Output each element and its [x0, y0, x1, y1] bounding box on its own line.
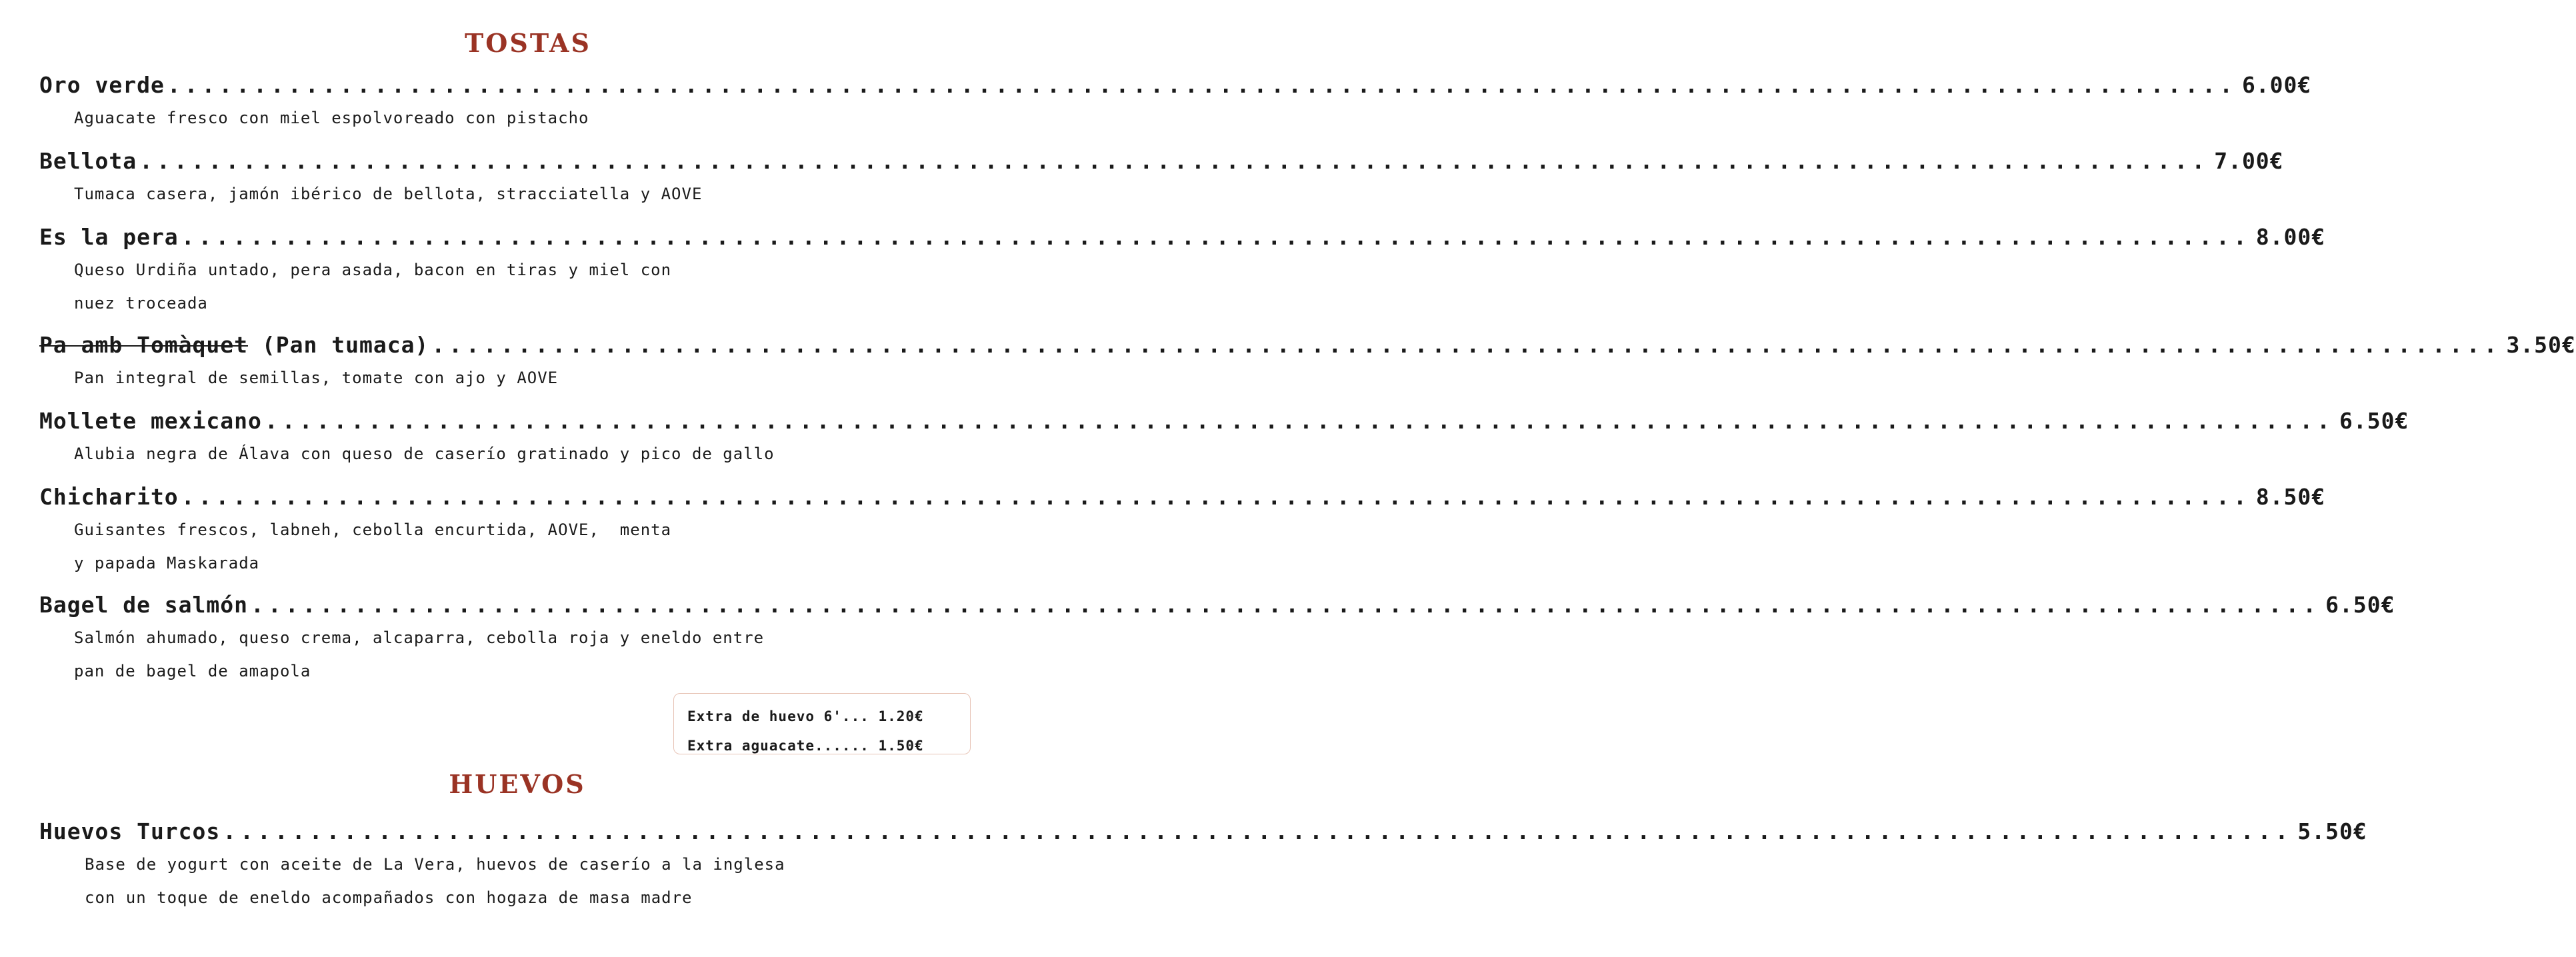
- item-name: Bellota: [39, 148, 137, 174]
- item-price: 8.50€: [2255, 484, 2326, 510]
- description-line: Alubia negra de Álava con queso de caserío gratinado y pico de gallo: [74, 445, 775, 463]
- extra-huevo: Extra de huevo 6'... 1.20€: [687, 708, 924, 724]
- menu-item-bellota: [39, 148, 2284, 211]
- extra-aguacate: Extra aguacate...... 1.50€: [687, 738, 924, 754]
- item-description: [39, 848, 945, 914]
- item-description: [39, 253, 934, 320]
- dot-leader: ........................................................................................................................: [181, 224, 2251, 250]
- item-price: 7.00€: [2214, 148, 2284, 174]
- description-line: Base de yogurt con aceite de La Vera, huevos de caserío a la inglesa: [85, 855, 785, 874]
- description-line: con un toque de eneldo acompañados con hogaza de masa madre: [85, 888, 693, 907]
- dot-leader: ........................................................................................................................: [139, 148, 2209, 174]
- item-price: 6.00€: [2241, 72, 2312, 98]
- item-name: Bagel de salmón: [39, 592, 249, 618]
- description-line: y papada Maskarada: [74, 554, 260, 572]
- item-description: [39, 513, 934, 580]
- dot-leader: ........................................................................................................................: [431, 332, 2501, 358]
- dot-leader: ........................................................................................................................: [223, 818, 2293, 844]
- menu-item-mollete-mexicano: [39, 408, 2409, 471]
- item-price: 3.50€: [2506, 332, 2576, 358]
- item-name: Es la pera: [39, 224, 179, 250]
- struck-name: Pa amb Tomàquet: [39, 332, 249, 358]
- extras-box: [673, 693, 971, 754]
- description-line: Aguacate fresco con miel espolvoreado con pistacho: [74, 109, 589, 127]
- name-alt: (Pan tumaca): [261, 332, 429, 358]
- item-price: 8.00€: [2255, 224, 2326, 250]
- menu-item-pa-amb-tomaquet: [39, 332, 2576, 395]
- item-description: [39, 437, 934, 471]
- item-description: [39, 361, 934, 395]
- description-line: Tumaca casera, jamón ibérico de bellota, stracciatella y AOVE: [74, 185, 703, 203]
- section-title-tostas: TOSTAS: [465, 28, 591, 58]
- item-price: 6.50€: [2325, 592, 2395, 618]
- menu-item-chicharito: [39, 484, 2326, 580]
- item-name: Chicharito: [39, 484, 179, 510]
- description-line: Queso Urdiña untado, pera asada, bacon en tiras y miel con: [74, 261, 672, 279]
- item-price: 6.50€: [2339, 408, 2409, 434]
- item-description: [39, 177, 934, 211]
- dot-leader: ........................................................................................................................: [181, 484, 2251, 510]
- dot-leader: ........................................................................................................................: [251, 592, 2321, 618]
- item-name: Huevos Turcos: [39, 818, 221, 844]
- description-line: pan de bagel de amapola: [74, 662, 311, 680]
- dot-leader: ........................................................................................................................: [264, 408, 2335, 434]
- item-description: [39, 621, 934, 688]
- item-description: [39, 101, 934, 135]
- description-line: nuez troceada: [74, 294, 208, 313]
- description-line: Pan integral de semillas, tomate con ajo y AOVE: [74, 369, 559, 387]
- menu-item-oro-verde: [39, 72, 2312, 135]
- menu-item-bagel-de-salmon: [39, 592, 2395, 688]
- item-name: [39, 332, 429, 359]
- menu-item-es-la-pera: [39, 224, 2326, 320]
- item-name: Mollete mexicano: [39, 408, 262, 434]
- section-title-huevos: HUEVOS: [449, 769, 586, 799]
- dot-leader: ........................................................................................................................: [167, 72, 2237, 98]
- item-price: 5.50€: [2297, 818, 2367, 844]
- menu-item-huevos-turcos: [39, 818, 2367, 914]
- description-line: Salmón ahumado, queso crema, alcaparra, cebolla roja y eneldo entre: [74, 628, 765, 647]
- description-line: Guisantes frescos, labneh, cebolla encurtida, AOVE, menta: [74, 520, 672, 539]
- item-name: Oro verde: [39, 72, 165, 98]
